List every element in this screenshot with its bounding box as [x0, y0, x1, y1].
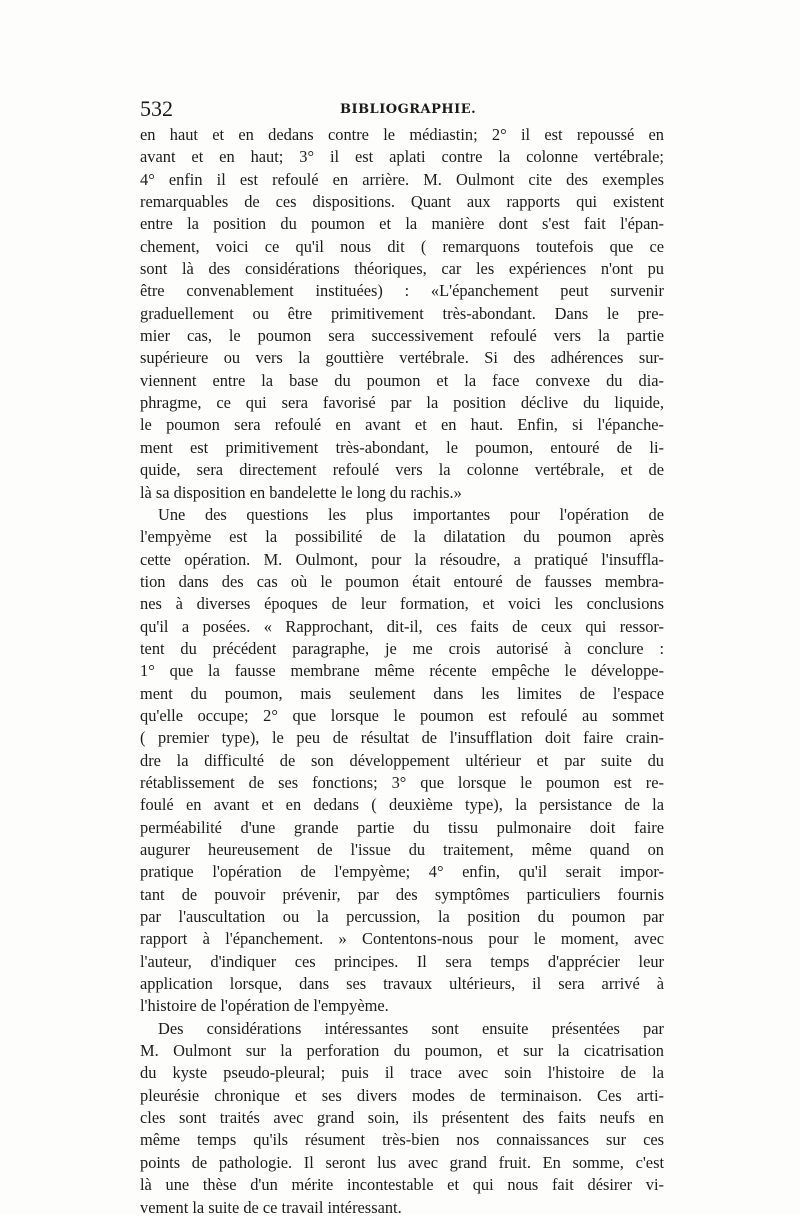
text-line: qu'elle occupe; 2° que lorsque le poumon est refoulé au sommet	[140, 705, 664, 725]
page-number: 532	[140, 96, 173, 121]
text-line: tent du précédent paragraphe, je me crois autorisé à conclure :	[140, 638, 664, 658]
text-line: application lorsque, dans ses travaux ultérieurs, il sera arrivé à	[140, 974, 664, 994]
text-line: M. Oulmont sur la perforation du poumon, et sur la cicatrisation	[140, 1041, 664, 1061]
text-line: l'auteur, d'indiquer ces principes. Il sera temps d'apprécier leur	[140, 951, 664, 971]
paragraph	[140, 504, 664, 1018]
text-line: ment du poumon, mais seulement dans les limites de l'espace	[140, 683, 664, 703]
text-line: foulé en avant et en dedans ( deuxième type), la persistance de la	[140, 795, 664, 815]
text-line: l'histoire de l'opération de l'empyème.	[140, 996, 389, 1016]
text-line: graduellement ou être primitivement très-abondant. Dans le pre-	[140, 303, 664, 323]
paragraph	[140, 1018, 664, 1219]
text-line: Une des questions les plus importantes pour l'opération de	[158, 504, 664, 524]
text-line: Des considérations intéressantes sont ensuite présentées par	[158, 1018, 664, 1038]
paragraph	[140, 124, 664, 504]
text-line: là une thèse d'un mérite incontestable et qui nous fait désirer vi-	[140, 1175, 664, 1195]
text-line: tant de pouvoir prévenir, par des symptômes particuliers fournis	[140, 884, 664, 904]
text-line: même temps qu'ils résument très-bien nos connaissances sur ces	[140, 1130, 664, 1150]
text-line: 1° que la fausse membrane même récente empêche le développe-	[140, 661, 664, 681]
text-line: supérieure ou vers la gouttière vertébrale. Si des adhérences sur-	[140, 348, 664, 368]
text-line: du kyste pseudo-pleural; puis il trace avec soin l'histoire de la	[140, 1063, 664, 1083]
text-line: l'empyème est la possibilité de la dilatation du poumon après	[140, 527, 664, 547]
text-line: rapport à l'épanchement. » Contentons-nous pour le moment, avec	[140, 929, 664, 949]
text-line: augurer heureusement de l'issue du traitement, même quand on	[140, 840, 664, 859]
text-line: tion dans des cas où le poumon était entouré de fausses membra-	[140, 571, 664, 591]
text-line: qu'il a posées. « Rapprochant, dit-il, ces faits de ceux qui ressor-	[140, 616, 664, 636]
text-line: phragme, ce qui sera favorisé par la position déclive du liquide,	[140, 393, 664, 413]
text-line: rétablissement de ses fonctions; 3° que lorsque le poumon est re-	[140, 772, 664, 792]
text-line: sont là des considérations théoriques, car les expériences n'ont pu	[140, 259, 664, 279]
text-line: en haut et en dedans contre le médiastin; 2° il est repoussé en	[140, 125, 664, 144]
running-title: BIBLIOGRAPHIE.	[340, 102, 477, 117]
text-line: cles sont traités avec grand soin, ils présentent des faits neufs en	[140, 1108, 664, 1128]
text-line: par l'auscultation ou la percussion, la position du poumon par	[140, 907, 664, 927]
text-line: points de pathologie. Il seront lus avec grand fruit. En somme, c'est	[140, 1152, 664, 1172]
text-line: 4° enfin il est refoulé en arrière. M. Oulmont cite des exemples	[140, 169, 664, 189]
text-line: pleurésie chronique et ses divers modes de terminaison. Ces arti-	[140, 1085, 664, 1105]
text-line: là sa disposition en bandelette le long du rachis.»	[140, 482, 462, 502]
text-line: le poumon sera refoulé en avant et en haut. Enfin, si l'épanche-	[140, 415, 664, 435]
text-line: quide, sera directement refoulé vers la colonne vertébrale, et de	[140, 460, 664, 480]
text-line: viennent entre la base du poumon et la face convexe du dia-	[140, 370, 664, 390]
text-line: ( premier type), le peu de résultat de l'insufflation doit faire crain-	[140, 728, 664, 748]
body-text	[140, 124, 664, 1219]
text-line: avant et en haut; 3° il est aplati contre la colonne vertébrale;	[140, 147, 664, 167]
text-line: dre la difficulté de son développement ultérieur et par suite du	[140, 750, 664, 770]
text-line: nes à diverses époques de leur formation, et voici les conclusions	[140, 594, 664, 614]
text-line: chement, voici ce qu'il nous dit ( remarquons toutefois que ce	[140, 236, 664, 256]
text-line: être convenablement instituées) : «L'épanchement peut survenir	[140, 281, 664, 301]
text-line: vement la suite de ce travail intéressant.	[140, 1197, 402, 1217]
text-line: entre la position du poumon et la manière dont s'est fait l'épan-	[140, 214, 664, 234]
text-line: pratique l'opération de l'empyème; 4° enfin, qu'il serait impor-	[140, 862, 664, 882]
text-line: cette opération. M. Oulmont, pour la résoudre, a pratiqué l'insuffla-	[140, 549, 664, 569]
text-line: remarquables de ces dispositions. Quant aux rapports qui existent	[140, 192, 664, 212]
page-header	[140, 96, 662, 126]
text-line: perméabilité d'une grande partie du tissu pulmonaire doit faire	[140, 817, 664, 837]
text-line: mier cas, le poumon sera successivement refoulé vers la partie	[140, 326, 664, 346]
text-line: ment est primitivement très-abondant, le poumon, entouré de li-	[140, 437, 664, 457]
